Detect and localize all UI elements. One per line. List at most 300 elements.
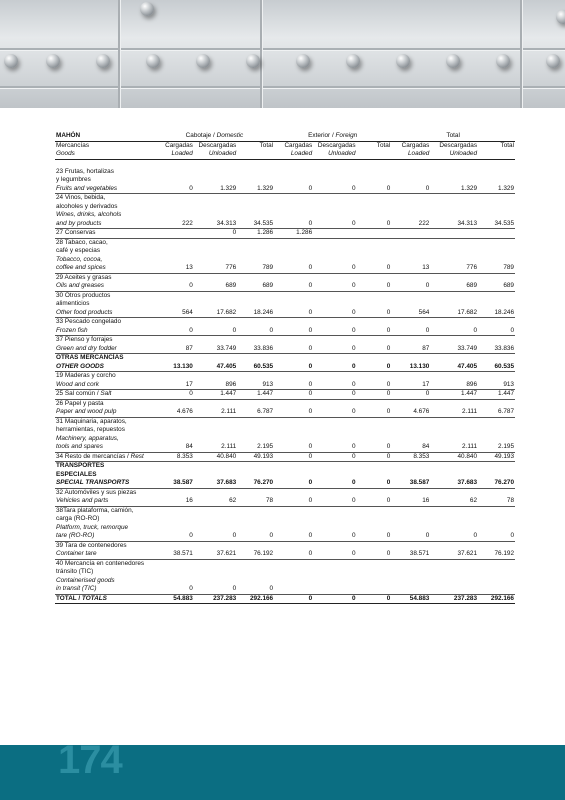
cell-value	[274, 168, 313, 177]
rivet-icon	[196, 54, 210, 68]
cell-value	[155, 238, 194, 247]
table-subheader-row	[55, 141, 515, 150]
cell-value	[237, 568, 274, 577]
table-row-label-line	[55, 168, 515, 177]
cell-value	[357, 417, 392, 426]
cell-value: 13	[155, 264, 194, 273]
cell-value	[313, 291, 356, 300]
cell-value: 37.621	[430, 550, 478, 559]
rivet-icon	[146, 54, 160, 68]
cell-value	[155, 568, 194, 577]
cell-value: 0	[313, 327, 356, 336]
cell-value: 0	[357, 381, 392, 390]
cell-value: 33.749	[194, 345, 237, 354]
cell-value	[194, 168, 237, 177]
cell-value	[391, 318, 430, 327]
cell-value	[274, 399, 313, 408]
cell-value	[430, 488, 478, 497]
cell-value	[357, 568, 392, 577]
cell-value: 17	[391, 381, 430, 390]
steel-seam	[260, 0, 262, 108]
row-label: tránsito (TIC)	[56, 568, 94, 575]
cell-value	[194, 211, 237, 220]
table-row-label-line	[55, 273, 515, 282]
cell-value	[313, 488, 356, 497]
row-label: 29 Aceites y grasas	[56, 273, 112, 281]
cell-value	[237, 194, 274, 203]
cell-value: 0	[313, 264, 356, 273]
cell-value: 6.787	[237, 408, 274, 417]
cell-value: 0	[357, 390, 392, 400]
cell-value	[357, 336, 392, 345]
cell-value	[430, 354, 478, 363]
cell-value	[194, 471, 237, 480]
cell-value	[237, 488, 274, 497]
cell-value	[237, 273, 274, 282]
cell-value: 78	[478, 497, 515, 506]
cell-value: 0	[274, 443, 313, 452]
cell-value	[194, 426, 237, 435]
cell-value	[357, 256, 392, 265]
cell-value	[155, 524, 194, 533]
cell-value	[237, 417, 274, 426]
cell-value: 896	[430, 381, 478, 390]
row-label: Green and dry fodder	[55, 345, 155, 354]
row-label: in transit (TIC)	[55, 585, 155, 594]
cell-value	[274, 372, 313, 381]
cell-value	[155, 471, 194, 480]
cell-value	[194, 559, 237, 568]
table-row-label-line	[55, 462, 515, 471]
cell-value: 2.111	[430, 443, 478, 452]
cell-value	[274, 238, 313, 247]
cell-value	[194, 435, 237, 444]
row-label: Machinery, apparatus,	[56, 434, 119, 442]
row-label: 37 Pienso y forrajes	[56, 336, 113, 343]
cell-value: 0	[357, 363, 392, 372]
cell-value: 564	[155, 309, 194, 318]
cell-value	[194, 372, 237, 381]
cell-value: 0	[313, 363, 356, 372]
cell-value: 0	[237, 327, 274, 336]
table-row	[55, 327, 515, 336]
cell-value	[478, 585, 515, 594]
cell-value	[357, 577, 392, 586]
cell-value	[391, 247, 430, 256]
row-label: 27 Conservas	[55, 229, 155, 239]
cell-value	[357, 176, 392, 185]
cell-value: 0	[274, 594, 313, 604]
cell-value: 2.195	[237, 443, 274, 452]
table-row	[55, 408, 515, 417]
col-cargadas: Cargadas	[284, 141, 313, 149]
cell-value	[274, 515, 313, 524]
col-total: Total	[259, 141, 274, 149]
cell-value	[194, 336, 237, 345]
cell-value	[313, 399, 356, 408]
cell-value	[478, 256, 515, 265]
cell-value	[430, 541, 478, 550]
cell-value	[357, 515, 392, 524]
row-label: SPECIAL TRANSPORTS	[55, 479, 155, 488]
col-goods-en: Goods	[55, 150, 155, 159]
cell-value: 1.447	[478, 390, 515, 400]
cell-value	[237, 318, 274, 327]
cell-value: 0	[391, 532, 430, 541]
cell-value: 0	[274, 327, 313, 336]
col-loaded: Loaded	[155, 150, 194, 159]
cell-value	[430, 238, 478, 247]
cell-value	[155, 318, 194, 327]
table-row-label-line	[55, 194, 515, 203]
cell-value: 776	[194, 264, 237, 273]
cell-value: 62	[430, 497, 478, 506]
cell-value	[274, 354, 313, 363]
cell-value	[357, 168, 392, 177]
cell-value: 689	[430, 282, 478, 291]
cell-value: 0	[274, 282, 313, 291]
cell-value: 0	[237, 532, 274, 541]
cell-value: 76.192	[478, 550, 515, 559]
row-label: OTHER GOODS	[55, 363, 155, 372]
cell-value	[430, 559, 478, 568]
cell-value	[155, 229, 194, 239]
cell-value: 34.313	[430, 220, 478, 229]
cell-value	[194, 247, 237, 256]
cell-value	[391, 577, 430, 586]
cell-value: 33.836	[237, 345, 274, 354]
cell-value	[274, 462, 313, 471]
cell-value	[274, 524, 313, 533]
cell-value: 1.286	[274, 229, 313, 239]
row-label: 30 Otros productos	[56, 291, 111, 299]
cell-value	[313, 354, 356, 363]
cell-value	[194, 488, 237, 497]
cell-value	[478, 524, 515, 533]
cell-value	[357, 211, 392, 220]
table-row-label-line	[55, 417, 515, 426]
cell-value	[194, 273, 237, 282]
group-foreign: Exterior / Foreign	[274, 132, 391, 141]
cell-value	[155, 336, 194, 345]
cell-value: 0	[274, 363, 313, 372]
cell-value	[237, 203, 274, 212]
cell-value	[357, 585, 392, 594]
cell-value	[313, 229, 356, 239]
col-goods-es: Mercancías	[56, 141, 90, 149]
table-subheader-row	[55, 150, 515, 159]
cell-value	[237, 372, 274, 381]
cell-value	[194, 203, 237, 212]
cell-value	[430, 318, 478, 327]
cell-value: 0	[155, 585, 194, 594]
cell-value	[391, 515, 430, 524]
cell-value	[274, 336, 313, 345]
cell-value	[430, 176, 478, 185]
row-label: 25 Sal común / Salt	[55, 390, 155, 400]
table-row	[55, 185, 515, 194]
table-row-label-line	[55, 488, 515, 497]
row-label: 28 Tabaco, cacao,	[56, 238, 108, 246]
cell-value: 2.111	[194, 443, 237, 452]
table-row	[55, 497, 515, 506]
cell-value	[313, 194, 356, 203]
row-label: 19 Maderas y corcho	[56, 372, 116, 379]
cell-value: 1.286	[237, 229, 274, 239]
row-label: Oils and greases	[55, 282, 155, 291]
cell-value	[155, 541, 194, 550]
cell-value	[357, 291, 392, 300]
rivet-icon	[546, 54, 560, 68]
table-row	[55, 479, 515, 488]
cell-value	[478, 399, 515, 408]
cell-value: 789	[478, 264, 515, 273]
cell-value: 38.587	[391, 479, 430, 488]
cell-value: 0	[391, 282, 430, 291]
table-row	[55, 220, 515, 229]
cell-value: 292.166	[478, 594, 515, 604]
cell-value: 0	[391, 327, 430, 336]
table-row	[55, 363, 515, 372]
cell-value	[391, 585, 430, 594]
cell-value	[155, 435, 194, 444]
cell-value: 47.405	[430, 363, 478, 372]
table-row-label-line	[55, 256, 515, 265]
cell-value	[155, 462, 194, 471]
cell-value: 54.883	[155, 594, 194, 604]
cell-value: 38.587	[155, 479, 194, 488]
table-row-label-line	[55, 426, 515, 435]
cell-value	[274, 194, 313, 203]
row-label: Container tare	[55, 550, 155, 559]
cell-value	[478, 471, 515, 480]
cell-value	[313, 300, 356, 309]
row-label: Paper and wood pulp	[55, 408, 155, 417]
row-label: café y especias	[56, 247, 101, 254]
cell-value	[357, 426, 392, 435]
cell-value	[155, 417, 194, 426]
cell-value	[194, 524, 237, 533]
table-row-label-line	[55, 541, 515, 550]
cell-value	[478, 462, 515, 471]
row-label: Wines, drinks, alcohols	[56, 211, 122, 218]
cell-value	[391, 273, 430, 282]
cell-value	[237, 256, 274, 265]
steel-seam	[0, 86, 565, 88]
cell-value: 0	[155, 282, 194, 291]
cell-value	[274, 471, 313, 480]
cell-value	[357, 435, 392, 444]
row-label: TOTAL / TOTALS	[55, 594, 155, 604]
cell-value: 789	[237, 264, 274, 273]
cell-value	[430, 399, 478, 408]
cell-value: 0	[357, 408, 392, 417]
cell-value	[155, 577, 194, 586]
cell-value	[391, 300, 430, 309]
cell-value: 0	[313, 497, 356, 506]
cell-value: 6.787	[478, 408, 515, 417]
table-row	[55, 390, 515, 400]
cell-value	[194, 541, 237, 550]
row-label: Containerised goods	[56, 576, 115, 584]
table-row	[55, 585, 515, 594]
table-row	[55, 532, 515, 541]
cell-value	[357, 300, 392, 309]
cell-value	[237, 515, 274, 524]
table-row-label-line	[55, 247, 515, 256]
cell-value: 0	[357, 452, 392, 462]
cell-value	[391, 229, 430, 239]
cell-value	[155, 291, 194, 300]
cell-value: 0	[391, 185, 430, 194]
cell-value	[155, 168, 194, 177]
col-unloaded: Unloaded	[313, 150, 356, 159]
cell-value: 17.682	[430, 309, 478, 318]
cell-value	[430, 256, 478, 265]
cell-value: 0	[313, 282, 356, 291]
table-row	[55, 381, 515, 390]
cell-value: 0	[274, 390, 313, 400]
table-row	[55, 309, 515, 318]
row-label: 40 Mercancía en contenedores	[56, 559, 145, 567]
cell-value: 0	[478, 327, 515, 336]
cell-value	[194, 300, 237, 309]
cell-value: 0	[274, 408, 313, 417]
col-cargadas: Cargadas	[165, 141, 193, 149]
rivet-icon	[140, 2, 154, 16]
cell-value	[237, 426, 274, 435]
cell-value: 0	[430, 327, 478, 336]
cell-value	[237, 300, 274, 309]
cell-value	[194, 577, 237, 586]
cell-value: 33.836	[478, 345, 515, 354]
cell-value	[313, 506, 356, 515]
col-unloaded: Unloaded	[430, 150, 478, 159]
cell-value: 17	[155, 381, 194, 390]
table-row-label-line	[55, 524, 515, 533]
row-label: carga (RO-RO)	[56, 515, 100, 522]
cell-value	[478, 559, 515, 568]
cell-value: 34.313	[194, 220, 237, 229]
cell-value: 0	[357, 309, 392, 318]
row-label: and by products	[55, 220, 155, 229]
cell-value: 17.682	[194, 309, 237, 318]
col-descargadas: Descargadas	[317, 141, 356, 149]
cell-value: 0	[313, 550, 356, 559]
cell-value	[357, 318, 392, 327]
row-label: Platform, truck, remorque	[56, 523, 129, 531]
cell-value	[194, 318, 237, 327]
col-loaded: Loaded	[274, 150, 313, 159]
steel-banner	[0, 0, 565, 108]
cell-value	[391, 238, 430, 247]
cell-value: 0	[313, 309, 356, 318]
cell-value	[478, 300, 515, 309]
cell-value	[194, 354, 237, 363]
rivet-icon	[346, 54, 360, 68]
cell-value	[313, 462, 356, 471]
cell-value	[313, 238, 356, 247]
cell-value	[391, 541, 430, 550]
cell-value	[478, 291, 515, 300]
table-row-label-line	[55, 471, 515, 480]
cell-value	[155, 399, 194, 408]
cell-value	[391, 354, 430, 363]
table-row-label-line	[55, 372, 515, 381]
row-label: tools and spares	[55, 443, 155, 452]
cell-value	[478, 372, 515, 381]
cell-value	[478, 488, 515, 497]
cell-value: 0	[357, 282, 392, 291]
cell-value	[313, 435, 356, 444]
cell-value	[155, 354, 194, 363]
cell-value: 0	[155, 185, 194, 194]
row-label: alcoholes y derivados	[56, 202, 118, 210]
cell-value: 0	[357, 497, 392, 506]
cell-value: 1.329	[194, 185, 237, 194]
cell-value	[194, 568, 237, 577]
row-label: 26 Papel y pasta	[56, 399, 104, 407]
cell-value	[391, 568, 430, 577]
cell-value: 38.571	[391, 550, 430, 559]
row-label: 32 Automóviles y sus piezas	[56, 488, 137, 496]
cell-value	[313, 273, 356, 282]
cell-value: 78	[237, 497, 274, 506]
steel-seam	[118, 0, 120, 108]
cell-value: 0	[313, 185, 356, 194]
cell-value: 0	[274, 220, 313, 229]
cell-value	[391, 399, 430, 408]
cell-value	[194, 506, 237, 515]
cell-value	[237, 435, 274, 444]
cell-value	[478, 541, 515, 550]
cell-value: 1.447	[194, 390, 237, 400]
table-row-label-line	[55, 176, 515, 185]
table-row-label-line	[55, 336, 515, 345]
cell-value	[357, 559, 392, 568]
cell-value: 87	[391, 345, 430, 354]
row-label: TRANSPORTES	[56, 462, 105, 469]
cell-value: 0	[237, 585, 274, 594]
table-row-label-line	[55, 211, 515, 220]
cell-value	[274, 568, 313, 577]
table-row	[55, 229, 515, 239]
row-label: 23 Frutas, hortalizas	[56, 167, 114, 175]
cell-value	[313, 203, 356, 212]
cell-value	[357, 471, 392, 480]
cell-value	[194, 256, 237, 265]
steel-seam	[0, 48, 565, 50]
cell-value	[237, 577, 274, 586]
row-label: Frozen fish	[55, 327, 155, 336]
cell-value	[274, 426, 313, 435]
cell-value: 689	[237, 282, 274, 291]
table-row-label-line	[55, 435, 515, 444]
cell-value	[274, 273, 313, 282]
cell-value	[478, 435, 515, 444]
cell-value: 0	[194, 585, 237, 594]
cell-value: 0	[194, 229, 237, 239]
cell-value	[237, 471, 274, 480]
cell-value: 689	[194, 282, 237, 291]
cell-value	[478, 336, 515, 345]
cell-value	[274, 506, 313, 515]
cell-value: 0	[313, 594, 356, 604]
table-row-label-line	[55, 354, 515, 363]
cell-value: 76.192	[237, 550, 274, 559]
cell-value: 0	[155, 327, 194, 336]
cell-value	[237, 506, 274, 515]
